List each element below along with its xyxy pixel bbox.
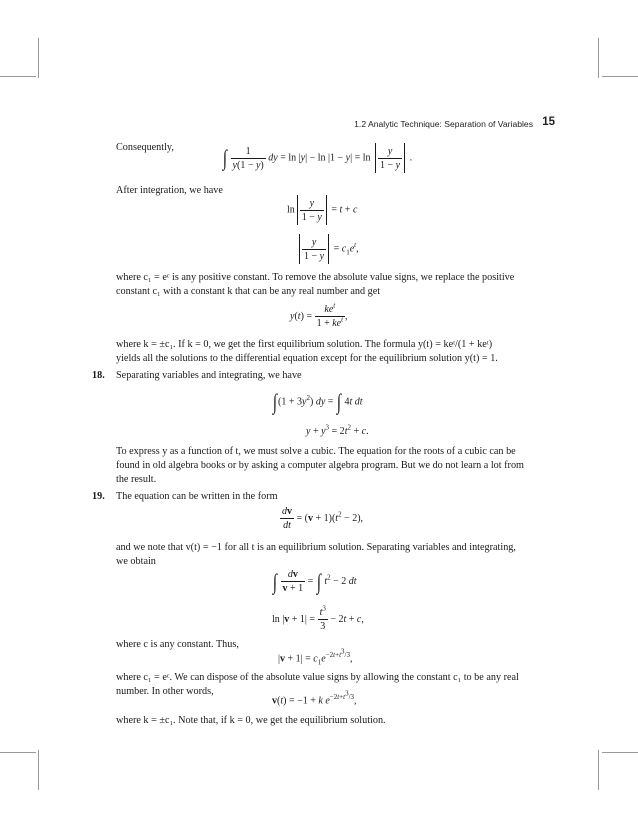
where-k-text-line1: where k = ±c₁. If k = 0, we get the first equilibrium solution. The formula y(t) = keᵗ/(1 + keᵗ): [116, 339, 493, 350]
equation-cubic: $y + y^3 = 2t^2 + c$.: [306, 423, 369, 437]
running-head: 1.2 Analytic Technique: Separation of Variables: [354, 119, 533, 129]
where-k-text-line2: yields all the solutions to the differential equation except for the equilibrium solution y(t) = 1.: [116, 353, 498, 364]
problem-19-note-line2: we obtain: [116, 556, 156, 567]
equation-dv-dt: $\frac{dv}{dt}$ = $(v + 1)(t^2 - 2)$,: [282, 506, 364, 531]
problem-19-where-c1-line2: number. In other words,: [116, 686, 214, 697]
crop-mark-bottom-right-vertical: [598, 750, 599, 790]
where-c1-text-line1: where c₁ = eᶜ is any positive constant. To remove the absolute value signs, we replace the positive: [116, 272, 515, 283]
after-integration-text: After integration, we have: [116, 185, 223, 196]
crop-mark-bottom-left-vertical: [38, 750, 39, 790]
equation-v-of-t: v(t) = −1 + k $e^{-2t+t^3/3}$,: [272, 690, 357, 707]
where-c1-text-line2: constant c₁ with a constant k that can be any real number and get: [116, 286, 381, 297]
problem-18-text-line1: To express y as a function of t, we must solve a cubic. The equation for the roots of a cubic can be: [116, 446, 516, 457]
equation-ln-v: ln |v + 1| = $\frac{t^3}{3}$ − 2t + c,: [272, 604, 364, 632]
crop-mark-top-left-vertical: [38, 38, 39, 78]
problem-19-where-c1-line1: where c₁ = eᶜ. We can dispose of the absolute value signs by allowing the constant c₁ to be any real: [116, 672, 519, 683]
equation-abs-exp: $\frac{y}{1 - y}$ = $c_1e^t$,: [297, 234, 359, 264]
crop-mark-top-left-horizontal: [0, 76, 36, 77]
page-number: 15: [542, 116, 555, 128]
equation-abs-v: $|v + 1| = c_1e^{-2t+t^3/3}$,: [278, 648, 353, 667]
crop-mark-top-right-vertical: [598, 38, 599, 78]
where-c-text: where c is any constant. Thus,: [116, 639, 239, 650]
equation-y-of-t: y(t) = $\frac{ke^t}{1 + ke^t}$ ,: [290, 301, 348, 329]
crop-mark-bottom-left-horizontal: [0, 752, 36, 753]
consequently-text: Consequently,: [116, 142, 174, 153]
crop-mark-bottom-right-horizontal: [602, 752, 638, 753]
problem-18-text-line3: the result.: [116, 474, 157, 485]
equation-integral-v: ∫ $\frac{dv}{v + 1}$ = ∫ $t^2 - 2$ dt: [272, 568, 357, 594]
page-header: [0, 116, 638, 132]
problem-19-note-line1: and we note that v(t) = −1 for all t is an equilibrium solution. Separating variables and integrating,: [116, 542, 516, 553]
equation-ln-abs: ln $\frac{y}{1 - y}$ = t + c: [287, 195, 357, 225]
problem-19-intro: The equation can be written in the form: [116, 491, 278, 502]
crop-mark-top-right-horizontal: [602, 76, 638, 77]
problem-18-number: 18.: [92, 370, 105, 381]
problem-19-number: 19.: [92, 491, 105, 502]
equation-integral-partial-fractions: ∫ $\frac{1}{y(1 - y)}$ dy = ln |y| − ln |1 − y| = ln $\frac{y}{1 - y}$ .: [222, 143, 412, 173]
problem-18-intro: Separating variables and integrating, we have: [116, 370, 302, 381]
problem-19-final-text: where k = ±c₁. Note that, if k = 0, we get the equilibrium solution.: [116, 715, 386, 726]
equation-separated-integral: $\int(1 + 3y^2)$ dy = ∫ 4t dt: [272, 389, 363, 414]
problem-18-text-line2: found in old algebra books or by asking a computer algebra program. But we do not learn a lot from: [116, 460, 524, 471]
